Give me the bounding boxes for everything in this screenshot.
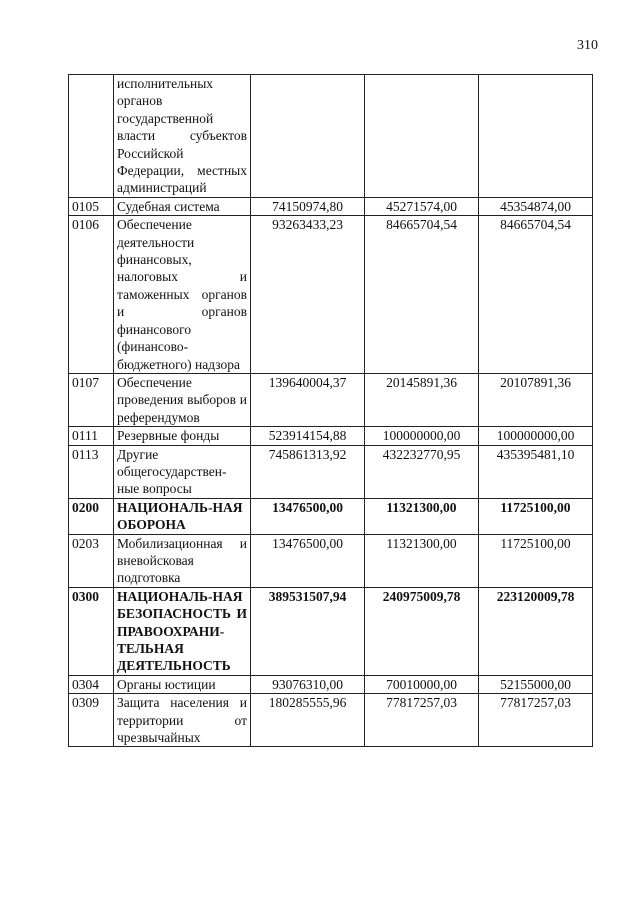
name-cell: Органы юстиции bbox=[114, 675, 251, 693]
amount-cell: 77817257,03 bbox=[365, 694, 479, 747]
code-cell: 0111 bbox=[69, 427, 114, 445]
name-cell: НАЦИОНАЛЬ-НАЯ ОБОРОНА bbox=[114, 498, 251, 534]
amount-cell: 11321300,00 bbox=[365, 498, 479, 534]
amount-cell: 84665704,54 bbox=[365, 216, 479, 374]
amount-cell: 745861313,92 bbox=[251, 445, 365, 498]
table-row bbox=[69, 675, 593, 693]
amount-cell: 223120009,78 bbox=[479, 587, 593, 675]
amount-cell: 93076310,00 bbox=[251, 675, 365, 693]
table-row bbox=[69, 498, 593, 534]
code-cell: 0309 bbox=[69, 694, 114, 747]
amount-cell bbox=[251, 75, 365, 198]
amount-cell: 100000000,00 bbox=[365, 427, 479, 445]
table-row bbox=[69, 587, 593, 675]
amount-cell: 240975009,78 bbox=[365, 587, 479, 675]
budget-table bbox=[68, 74, 593, 747]
code-cell: 0304 bbox=[69, 675, 114, 693]
name-cell: НАЦИОНАЛЬ-НАЯ БЕЗОПАСНОСТЬ И ПРАВООХРАНИ-ТЕЛЬНАЯ ДЕЯТЕЛЬНОСТЬ bbox=[114, 587, 251, 675]
amount-cell: 139640004,37 bbox=[251, 373, 365, 426]
code-cell bbox=[69, 75, 114, 198]
page-number: 310 bbox=[577, 38, 598, 53]
name-cell: Обеспечение деятельности финансовых, налоговых и таможенных органов и органов финансового (финансово-бюджетного) надзора bbox=[114, 216, 251, 374]
amount-cell bbox=[479, 75, 593, 198]
amount-cell: 77817257,03 bbox=[479, 694, 593, 747]
amount-cell: 52155000,00 bbox=[479, 675, 593, 693]
code-cell: 0113 bbox=[69, 445, 114, 498]
amount-cell bbox=[365, 75, 479, 198]
amount-cell: 45354874,00 bbox=[479, 197, 593, 215]
amount-cell: 13476500,00 bbox=[251, 498, 365, 534]
table-row bbox=[69, 373, 593, 426]
name-cell: Защита населения и территории от чрезвычайных bbox=[114, 694, 251, 747]
code-cell: 0200 bbox=[69, 498, 114, 534]
amount-cell: 13476500,00 bbox=[251, 534, 365, 587]
table-row bbox=[69, 694, 593, 747]
amount-cell: 84665704,54 bbox=[479, 216, 593, 374]
name-cell: Судебная система bbox=[114, 197, 251, 215]
code-cell: 0203 bbox=[69, 534, 114, 587]
amount-cell: 70010000,00 bbox=[365, 675, 479, 693]
amount-cell: 100000000,00 bbox=[479, 427, 593, 445]
table-row bbox=[69, 427, 593, 445]
name-cell: Другие общегосударствен-ные вопросы bbox=[114, 445, 251, 498]
amount-cell: 74150974,80 bbox=[251, 197, 365, 215]
code-cell: 0105 bbox=[69, 197, 114, 215]
code-cell: 0107 bbox=[69, 373, 114, 426]
table-body bbox=[69, 75, 593, 747]
amount-cell: 93263433,23 bbox=[251, 216, 365, 374]
table-row bbox=[69, 445, 593, 498]
amount-cell: 389531507,94 bbox=[251, 587, 365, 675]
table-row bbox=[69, 197, 593, 215]
amount-cell: 11725100,00 bbox=[479, 534, 593, 587]
name-cell: Резервные фонды bbox=[114, 427, 251, 445]
amount-cell: 523914154,88 bbox=[251, 427, 365, 445]
amount-cell: 45271574,00 bbox=[365, 197, 479, 215]
amount-cell: 435395481,10 bbox=[479, 445, 593, 498]
amount-cell: 432232770,95 bbox=[365, 445, 479, 498]
amount-cell: 20145891,36 bbox=[365, 373, 479, 426]
amount-cell: 11725100,00 bbox=[479, 498, 593, 534]
code-cell: 0106 bbox=[69, 216, 114, 374]
name-cell: Мобилизационная и вневойсковая подготовка bbox=[114, 534, 251, 587]
table-row bbox=[69, 75, 593, 198]
table-row bbox=[69, 534, 593, 587]
table-row bbox=[69, 216, 593, 374]
amount-cell: 180285555,96 bbox=[251, 694, 365, 747]
code-cell: 0300 bbox=[69, 587, 114, 675]
name-cell: исполнительных органов государственной власти субъектов Российской Федерации, местных администраций bbox=[114, 75, 251, 198]
amount-cell: 20107891,36 bbox=[479, 373, 593, 426]
amount-cell: 11321300,00 bbox=[365, 534, 479, 587]
name-cell: Обеспечение проведения выборов и референдумов bbox=[114, 373, 251, 426]
